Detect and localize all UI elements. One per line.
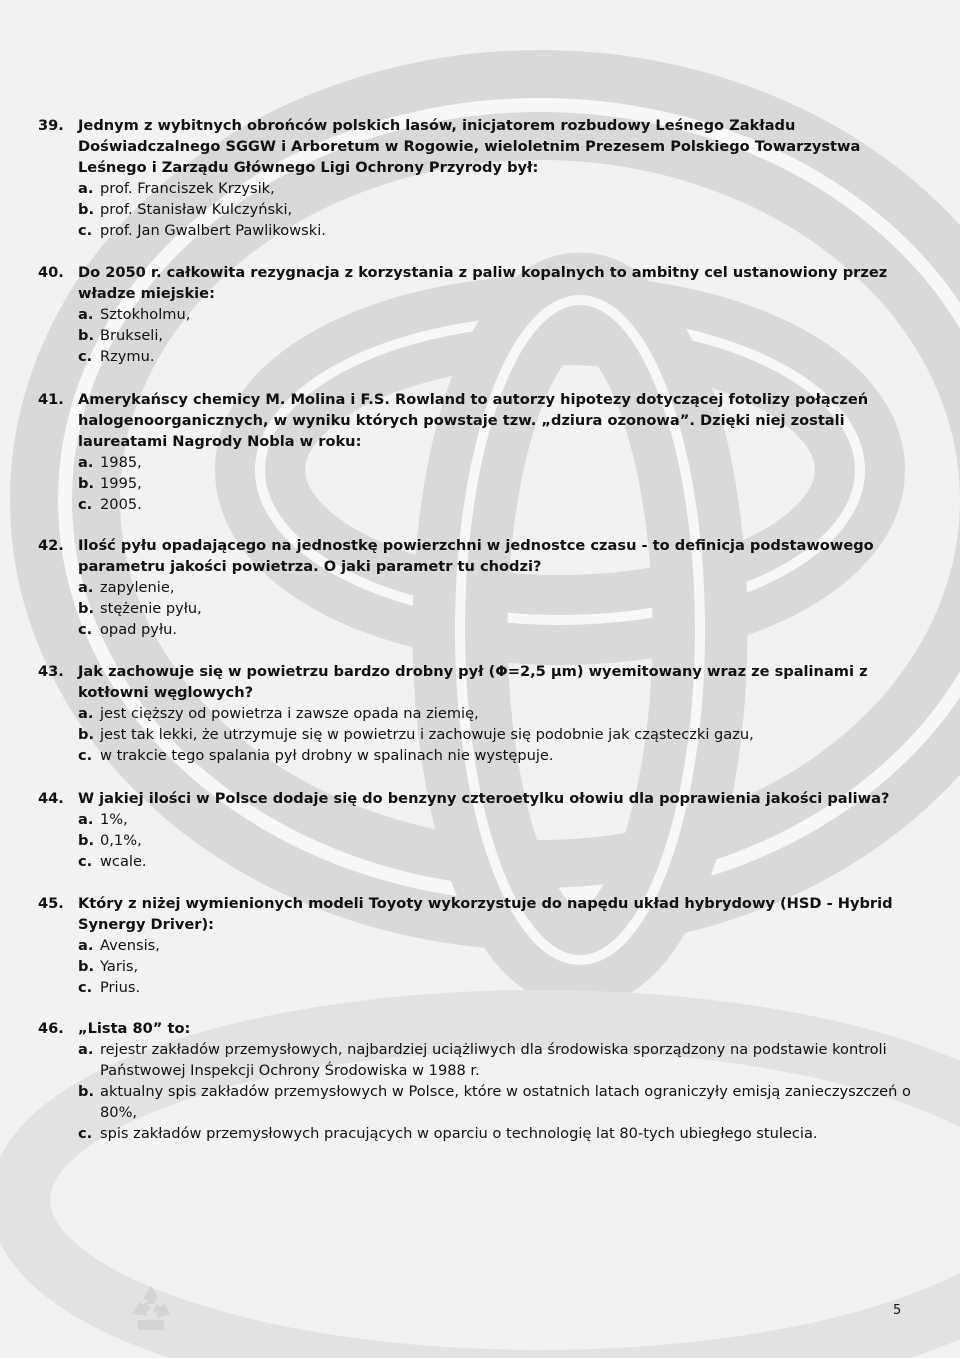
option-text: Sztokholmu, [100, 306, 191, 323]
answer-option [38, 494, 918, 515]
question-number: 39. [38, 117, 64, 134]
question-43 [38, 661, 918, 766]
option-text: Yaris, [100, 958, 139, 975]
option-text: rejestr zakładów przemysłowych, najbardziej uciążliwych dla środowiska sporządzony na podstawie kontroli Państwowej Inspekcji Ochrony Środowiska w 1988 r. [100, 1041, 887, 1079]
question-number: 42. [38, 537, 64, 554]
option-letter: a. [78, 937, 94, 954]
question-text: Do 2050 r. całkowita rezygnacja z korzystania z paliw kopalnych to ambitny cel ustanowiony przez władze miejskie: [78, 264, 888, 302]
question-text: Jak zachowuje się w powietrzu bardzo drobny pył (Φ=2,5 μm) wyemitowany wraz ze spalinami z kotłowni węglowych? [78, 663, 868, 701]
answer-option [38, 1039, 918, 1081]
question-40 [38, 262, 918, 367]
option-letter: b. [78, 327, 94, 344]
question-45 [38, 893, 918, 998]
question-44 [38, 788, 918, 872]
question-text: „Lista 80” to: [78, 1020, 191, 1037]
question-text: Amerykańscy chemicy M. Molina i F.S. Rowland to autorzy hipotezy dotyczącej fotolizy połączeń halogenoorganicznych, w wyniku których powstaje tzw. „dziura ozonowa”. Dzięki niej zostali laureatami Nagrody Nobla w roku: [78, 391, 869, 450]
option-letter: c. [78, 222, 93, 239]
answer-option [38, 935, 918, 956]
answer-option [38, 745, 918, 766]
option-letter: b. [78, 958, 94, 975]
option-text: jest tak lekki, że utrzymuje się w powietrzu i zachowuje się podobnie jak cząsteczki gazu, [100, 726, 754, 743]
question-text: Ilość pyłu opadającego na jednostkę powierzchni w jednostce czasu - to definicja podstawowego parametru jakości powietrza. O jaki parametr tu chodzi? [78, 537, 874, 575]
option-text: prof. Stanisław Kulczyński, [100, 201, 293, 218]
answer-option [38, 724, 918, 745]
question-46 [38, 1018, 918, 1144]
question-number: 44. [38, 790, 64, 807]
answer-option [38, 977, 918, 998]
option-letter: a. [78, 705, 94, 722]
option-text: zapylenie, [100, 579, 175, 596]
option-letter: b. [78, 1083, 94, 1100]
option-letter: a. [78, 454, 94, 471]
answer-option [38, 703, 918, 724]
option-letter: c. [78, 1125, 93, 1142]
answer-option [38, 619, 918, 640]
option-letter: c. [78, 747, 93, 764]
option-letter: c. [78, 348, 93, 365]
answer-option [38, 598, 918, 619]
question-text: Który z niżej wymienionych modeli Toyoty wykorzystuje do napędu układ hybrydowy (HSD - Hybrid Synergy Driver): [78, 895, 893, 933]
answer-option [38, 199, 918, 220]
option-letter: b. [78, 832, 94, 849]
option-letter: c. [78, 979, 93, 996]
page-number: 5 [893, 1303, 902, 1318]
question-text: W jakiej ilości w Polsce dodaje się do benzyny czteroetylku ołowiu dla poprawienia jakości paliwa? [78, 790, 890, 807]
option-letter: b. [78, 600, 94, 617]
option-letter: b. [78, 475, 94, 492]
answer-option [38, 346, 918, 367]
answer-option [38, 178, 918, 199]
answer-option [38, 325, 918, 346]
option-text: wcale. [100, 853, 147, 870]
option-letter: a. [78, 811, 94, 828]
option-text: spis zakładów przemysłowych pracujących w oparciu o technologię lat 80-tych ubiegłego stulecia. [100, 1125, 818, 1142]
option-text: Avensis, [100, 937, 160, 954]
answer-option [38, 1081, 918, 1123]
answer-option [38, 956, 918, 977]
option-text: opad pyłu. [100, 621, 177, 638]
question-number: 46. [38, 1020, 64, 1037]
answer-option [38, 304, 918, 325]
answer-option [38, 1123, 918, 1144]
option-text: aktualny spis zakładów przemysłowych w Polsce, które w ostatnich latach ograniczyły emisją zanieczyszczeń o 80%, [100, 1083, 911, 1121]
option-letter: a. [78, 306, 94, 323]
option-text: w trakcie tego spalania pył drobny w spalinach nie występuje. [100, 747, 554, 764]
option-text: 1985, [100, 454, 142, 471]
question-41 [38, 389, 918, 515]
option-letter: a. [78, 579, 94, 596]
option-text: prof. Jan Gwalbert Pawlikowski. [100, 222, 326, 239]
option-text: 2005. [100, 496, 142, 513]
answer-option [38, 851, 918, 872]
question-number: 41. [38, 391, 64, 408]
option-text: 0,1%, [100, 832, 142, 849]
option-text: 1%, [100, 811, 128, 828]
answer-option [38, 830, 918, 851]
question-number: 40. [38, 264, 64, 281]
option-text: Brukseli, [100, 327, 164, 344]
answer-option [38, 220, 918, 241]
option-letter: c. [78, 621, 93, 638]
answer-option [38, 577, 918, 598]
question-39 [38, 115, 918, 241]
option-text: jest cięższy od powietrza i zawsze opada na ziemię, [100, 705, 479, 722]
option-text: 1995, [100, 475, 142, 492]
question-text: Jednym z wybitnych obrońców polskich lasów, inicjatorem rozbudowy Leśnego Zakładu Doświadczalnego SGGW i Arboretum w Rogowie, wieloletnim Prezesem Polskiego Towarzystwa Leśnego i Zarządu Głównego Ligi Ochrony Przyrody był: [78, 117, 861, 176]
option-letter: b. [78, 726, 94, 743]
answer-option [38, 452, 918, 473]
question-42 [38, 535, 918, 640]
option-text: stężenie pyłu, [100, 600, 202, 617]
option-letter: b. [78, 201, 94, 218]
option-text: prof. Franciszek Krzysik, [100, 180, 275, 197]
answer-option [38, 473, 918, 494]
option-letter: a. [78, 1041, 94, 1058]
option-text: Rzymu. [100, 348, 155, 365]
question-number: 45. [38, 895, 64, 912]
question-number: 43. [38, 663, 64, 680]
option-letter: c. [78, 853, 93, 870]
recycle-icon [128, 1284, 174, 1332]
option-letter: c. [78, 496, 93, 513]
option-letter: a. [78, 180, 94, 197]
answer-option [38, 809, 918, 830]
option-text: Prius. [100, 979, 141, 996]
